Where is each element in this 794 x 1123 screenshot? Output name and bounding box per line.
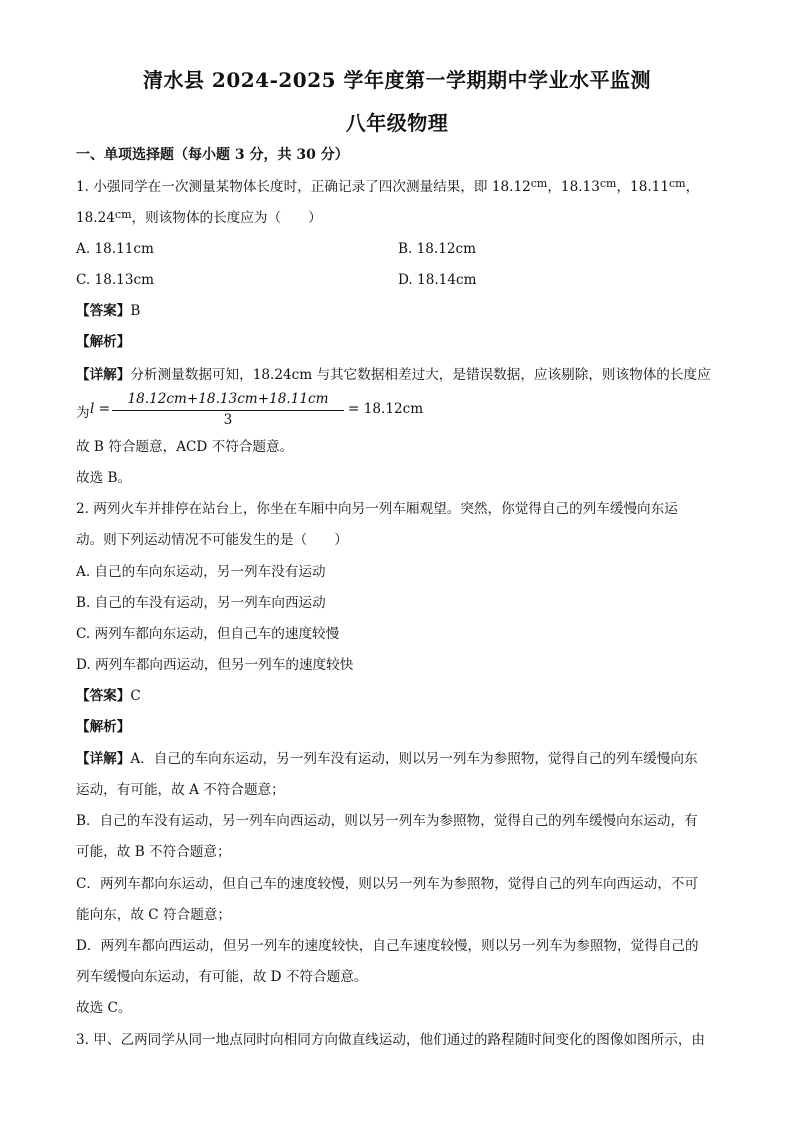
unit-cm: cm — [668, 177, 686, 190]
q1-option-d: D. 18.14cm — [398, 272, 477, 288]
detail-tag: 【详解】 — [76, 367, 131, 383]
q2-answer — [76, 687, 141, 705]
formula-numerator: 18.12cm+18.13cm+18.11cm — [127, 391, 329, 407]
q2-detail-line5: C．两列车都向东运动，但自己车的速度较慢，则以另一列车为参照物，觉得自己的列车向西运动，不可 — [76, 876, 699, 892]
q3-stem-line1: 3. 甲、乙两同学从同一地点同时向相同方向做直线运动，他们通过的路程随时间变化的图像如图所示，由 — [76, 1032, 706, 1048]
q1-option-b: B. 18.12cm — [398, 241, 477, 257]
q2-option-c: C. 两列车都向东运动，但自己车的速度较慢 — [76, 626, 340, 642]
answer-value: B — [130, 303, 141, 319]
answer-tag: 【答案】 — [76, 303, 131, 319]
q1-stem-sep: ， — [685, 179, 700, 195]
formula-denominator: 3 — [223, 412, 233, 428]
q1-conclusion: 故选 B。 — [76, 470, 132, 486]
q2-option-b: B. 自己的车没有运动，另一列车向西运动 — [76, 595, 326, 611]
q1-stem-line1 — [76, 178, 699, 197]
q1-stem-line2 — [76, 209, 322, 228]
q1-stem-sep: ，18.13 — [547, 179, 600, 195]
exam-title: 清水县 2024-2025 学年度第一学期期中学业水平监测 — [142, 68, 652, 92]
detail-tag: 【详解】 — [76, 751, 131, 767]
q2-conclusion: 故选 C。 — [76, 1000, 132, 1016]
answer-value: C — [130, 688, 141, 704]
fraction-bar — [112, 410, 344, 411]
q2-stem-line2: 动。则下列运动情况不可能发生的是（ ） — [76, 532, 348, 548]
detail-text: 分析测量数据可知，18.24cm 与其它数据相差过大，是错误数据，应该剔除，则该物体的长度应 — [130, 367, 711, 383]
detail-text: A．自己的车向东运动，另一列车没有运动，则以另一列车为参照物，觉得自己的列车缓慢向东 — [130, 751, 698, 767]
q2-stem-line1: 2. 两列火车并排停在站台上，你坐在车厢中向另一列车厢观望。突然，你觉得自己的列车缓慢向东运 — [76, 501, 678, 517]
exam-subtitle: 八年级物理 — [345, 111, 449, 135]
q2-detail-line6: 能向东，故 C 符合题意； — [76, 907, 231, 923]
q2-detail-line3: B．自己的车没有运动，另一列车向西运动，则以另一列车为参照物，觉得自己的列车缓慢向东运动，有 — [76, 813, 698, 829]
q2-detail-line4: 可能，故 B 不符合题意； — [76, 844, 231, 860]
q1-detail-line3: 故 B 符合题意，ACD 不符合题意。 — [76, 439, 294, 455]
q1-stem-rest: ，则该物体的长度应为（ ） — [131, 210, 322, 226]
q1-analysis-tag: 【解析】 — [76, 334, 131, 350]
formula-prefix: 为 — [76, 405, 90, 421]
q1-stem-value: 18.24 — [76, 210, 115, 226]
q1-detail-line1 — [76, 366, 711, 384]
q1-option-a: A. 18.11cm — [76, 241, 154, 257]
formula-rhs: = 18.12cm — [348, 401, 424, 417]
unit-cm: cm — [599, 177, 617, 190]
q2-option-d: D. 两列车都向西运动，但另一列车的速度较快 — [76, 657, 354, 673]
q2-detail-line7: D．两列车都向西运动，但另一列车的速度较快，自己车速度较慢，则以另一列车为参照物，觉得自己的 — [76, 938, 699, 954]
formula-lhs: l = — [90, 401, 111, 417]
q2-analysis-tag: 【解析】 — [76, 719, 131, 735]
unit-cm: cm — [530, 177, 548, 190]
q2-option-a: A. 自己的车向东运动，另一列车没有运动 — [76, 564, 326, 580]
section-heading: 一、单项选择题（每小题 3 分，共 30 分） — [76, 147, 349, 163]
q1-option-c: C. 18.13cm — [76, 272, 154, 288]
unit-cm: cm — [114, 208, 132, 221]
q2-detail-line2: 运动，有可能，故 A 不符合题意； — [76, 782, 285, 798]
answer-tag: 【答案】 — [76, 688, 131, 704]
q2-detail-line8: 列车缓慢向东运动，有可能，故 D 不符合题意。 — [76, 969, 368, 985]
q2-detail-line1 — [76, 750, 698, 768]
q1-stem-text: 1. 小强同学在一次测量某物体长度时，正确记录了四次测量结果，即 18.12 — [76, 179, 531, 195]
q1-answer — [76, 302, 140, 320]
q1-stem-sep: ，18.11 — [616, 179, 669, 195]
